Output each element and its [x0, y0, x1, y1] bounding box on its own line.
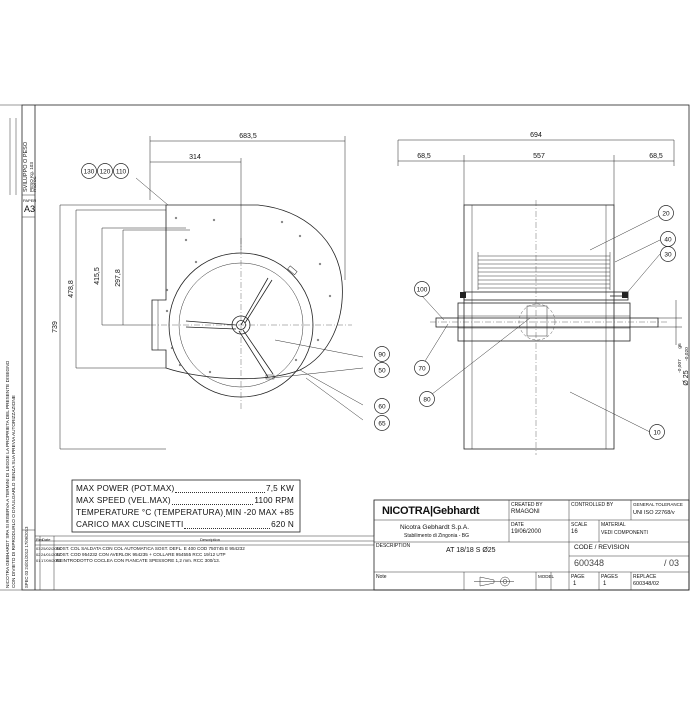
callout-balloon	[420, 392, 435, 407]
rev-number: 02	[36, 552, 41, 557]
rev-header-rev: Rev.	[36, 537, 44, 542]
created-by-value: RMAGONI	[511, 509, 540, 515]
callout-balloon	[661, 232, 676, 247]
rev-date: 24/01/2012	[41, 552, 62, 557]
dimension-height-297: 297,8	[115, 269, 122, 287]
description-label: DESCRIPTION	[376, 543, 411, 549]
rev-date: 25/02/2010	[41, 546, 62, 551]
callout-number: 90	[378, 351, 386, 359]
callout-number: 40	[664, 236, 672, 244]
callout-balloon	[375, 363, 390, 378]
page-label: PAGE	[571, 574, 585, 580]
legal-notice-1: NICOTRA GEBHARDT SPA SI RISERVA A TERMINI DI LEGGE LA PROPRIETA DEL PRESENTE DISEGNO	[5, 360, 10, 588]
callout-number: 130	[83, 168, 95, 176]
scale-label: SCALE	[571, 522, 588, 528]
top-rail	[464, 292, 628, 300]
spec-value: MIN -20 MAX +85	[225, 508, 294, 517]
dimension-height-415: 415,5	[94, 267, 101, 285]
dimension-shaft-dia: Ø 25	[683, 370, 690, 386]
dimension-shaft-tol-upper: -0,007	[678, 359, 683, 373]
pages-value: 1	[603, 581, 607, 587]
spec-key: CARICO MAX CUSCINETTI	[76, 520, 184, 529]
dimension-overall-width-side: 694	[530, 132, 542, 139]
rev-number: 03	[36, 546, 41, 551]
callout-number: 120	[99, 168, 111, 176]
description-value: AT 18/18 S Ø25	[446, 547, 496, 554]
callout-number: 100	[416, 286, 428, 294]
weight-box-title: SVILUPPO O PESO	[23, 141, 29, 192]
code-value: 600348	[574, 558, 605, 568]
pages-label: PAGES	[601, 574, 618, 580]
callout-balloon	[375, 347, 390, 362]
page-value: 1	[573, 581, 577, 587]
dimension-flange-right: 68,5	[649, 153, 663, 160]
callout-balloon	[415, 361, 430, 376]
dimension-inner-557: 557	[533, 153, 545, 160]
callout-balloon	[375, 399, 390, 414]
material-label: MATERIAL	[601, 522, 626, 528]
dimension-shaft-tol-symbol: g6	[678, 343, 683, 349]
controlled-by-label: CONTROLLED BY	[571, 502, 614, 508]
model-label: MODEL	[538, 574, 555, 579]
scale-value: 16	[571, 529, 578, 535]
date-label: DATE	[511, 522, 524, 528]
rev-number: 01	[36, 558, 41, 563]
material-value: VEDI COMPONENTI	[601, 530, 648, 536]
callout-number: 50	[378, 367, 386, 375]
dimension-height-739: 739	[52, 321, 59, 333]
rev-date: 17/09/2013	[41, 558, 62, 563]
callout-number: 30	[664, 251, 672, 259]
front-view	[60, 136, 363, 449]
rev-description: SOST. COL SALDATA CON COL AUTOMATICA SOST. DEFL. E 400 COD 750745 E 954232	[56, 546, 245, 551]
callout-balloon	[650, 425, 665, 440]
rev-description: SOST. COD 954232 CON AVERLOK 954235 + COLLARE 954555 RCC 19/12 UTP	[56, 552, 226, 557]
paper-label: PAPER	[23, 198, 37, 203]
code-revision-label: CODE / REVISION	[574, 544, 630, 551]
callout-balloon	[661, 247, 676, 262]
callout-number: 110	[115, 168, 127, 176]
spec-key: MAX POWER (POT.MAX)	[76, 484, 175, 493]
scroll-housing	[152, 205, 342, 379]
callout-balloon	[98, 164, 113, 179]
rev-header-date: Date	[42, 537, 51, 542]
spec-value: 7,5 KW	[265, 484, 294, 493]
impeller-blades	[478, 252, 610, 290]
dimension-offset-314: 314	[189, 154, 201, 161]
callout-number: 10	[653, 429, 661, 437]
spec-row-power	[76, 484, 294, 496]
company-site: Stabilimento di Zingonia - BG	[404, 533, 470, 539]
callout-number: 65	[378, 420, 386, 428]
callout-balloon	[415, 282, 430, 297]
dimension-overall-width-front: 683,5	[239, 133, 257, 140]
replace-value: 600348/02	[633, 581, 659, 587]
approval-stamp: SPEC 03 24/01/2012 17/09/2013	[24, 526, 29, 588]
callout-number: 20	[662, 210, 670, 218]
support-arm-top	[241, 278, 272, 325]
spec-row-bearing-load	[76, 520, 294, 532]
callout-number: 60	[378, 403, 386, 411]
spec-row-temperature	[76, 508, 294, 520]
paper-size: A3	[24, 204, 36, 214]
weight-box-sub1: PESO Kg. 103	[29, 162, 34, 192]
date-value: 19/06/2000	[511, 529, 542, 535]
note-label: Note	[376, 574, 387, 580]
weight-box-sub2: PROTOC.	[33, 175, 37, 192]
legal-notice-2: CON DIVIETO DI RIPRODURLO O DIVULGARLO SENZA SUA PREVIA AUTORIZZAZIONE	[11, 395, 16, 588]
callout-balloon	[375, 416, 390, 431]
replace-label: REPLACE	[633, 574, 657, 580]
spec-value: 1100 RPM	[254, 496, 294, 505]
support-arm-bottom	[239, 330, 273, 377]
callout-balloon	[114, 164, 129, 179]
dimension-height-478: 478,8	[68, 280, 75, 298]
general-tolerance-value: UNI ISO 22768/v	[633, 510, 675, 516]
dimension-flange-left: 68,5	[417, 153, 431, 160]
spec-row-speed	[76, 496, 294, 508]
dimension-shaft-tol-lower: -0,020	[685, 347, 690, 361]
callout-balloon	[659, 206, 674, 221]
company-logo: NICOTRA|Gebhardt	[382, 505, 480, 517]
rev-description: REINTRODOTTO COCLEA CON FIANCATE SPESSORE 1,2 mm. RCC 300/13.	[56, 558, 220, 563]
spec-value: 620 N	[271, 520, 294, 529]
spec-key: TEMPERATURE °C (TEMPERATURA)	[76, 508, 224, 517]
rev-header-description: Description	[200, 537, 221, 542]
callout-number: 80	[423, 396, 431, 404]
callout-number: 70	[418, 365, 426, 373]
company-name: Nicotra Gebhardt S.p.A.	[400, 524, 470, 531]
spec-key: MAX SPEED (VEL.MAX)	[76, 496, 171, 505]
created-by-label: CREATED BY	[511, 502, 543, 508]
callout-balloon	[82, 164, 97, 179]
general-tolerance-label: GENERAL TOLERANCE	[633, 502, 683, 507]
revision-value: / 03	[664, 558, 680, 568]
side-view	[398, 140, 682, 455]
